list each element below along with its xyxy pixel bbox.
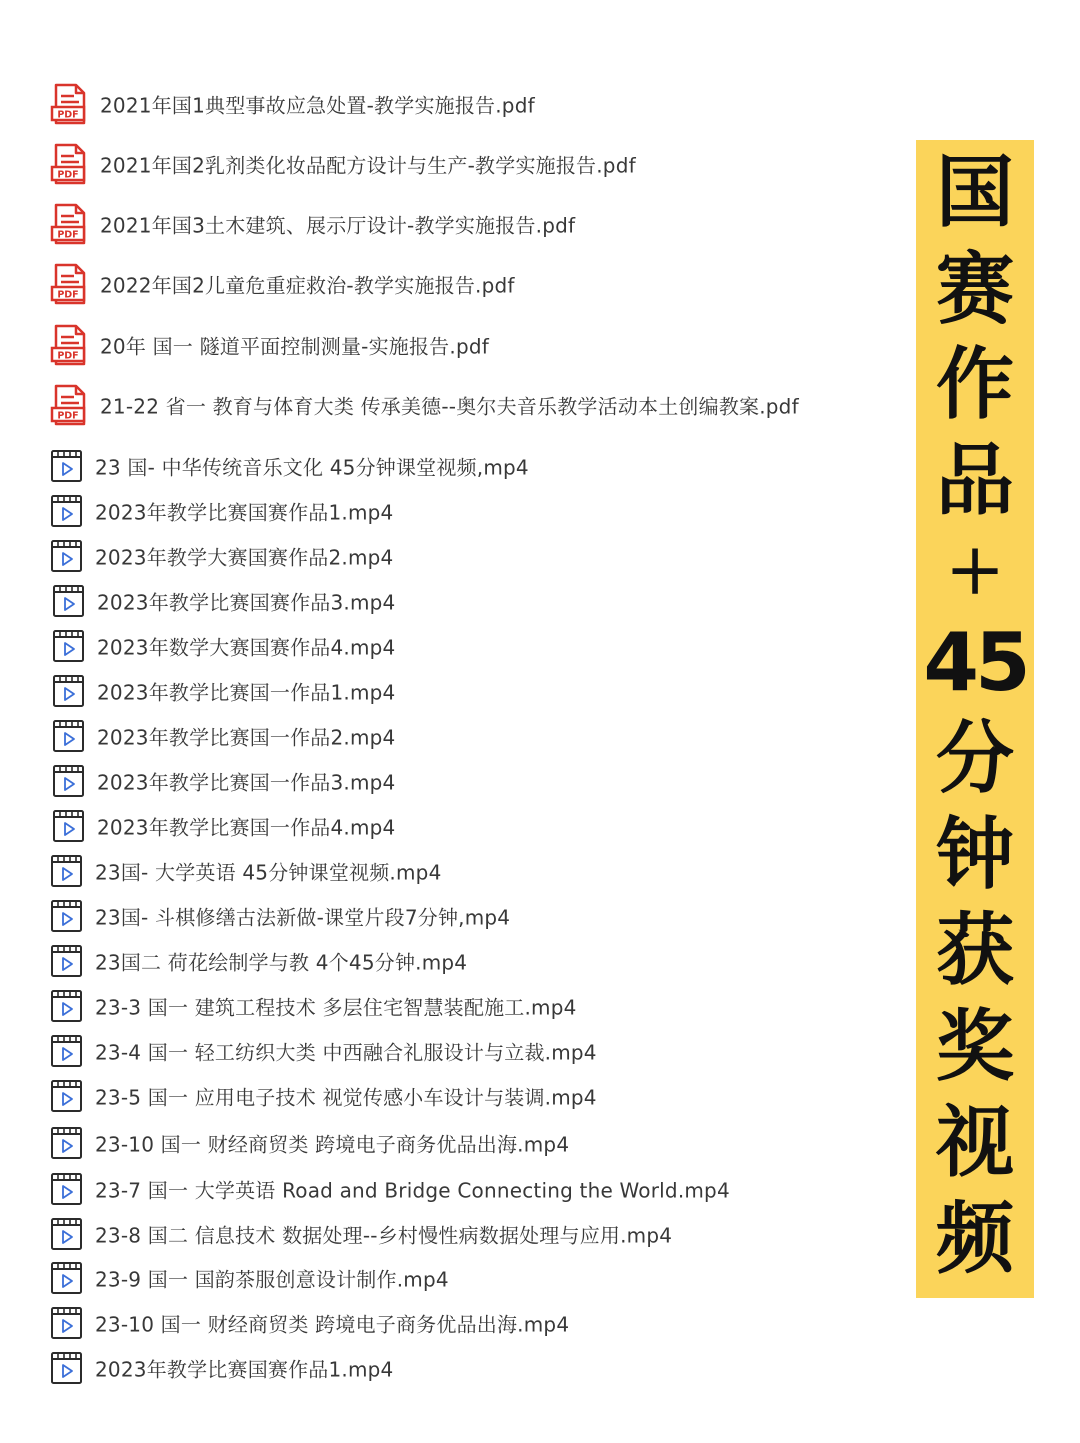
video-file-item[interactable]: [50, 444, 900, 488]
video-file-icon: [50, 538, 84, 574]
pdf-file-item[interactable]: [50, 82, 900, 126]
svg-text:PDF: PDF: [57, 410, 79, 422]
video-file-icon: [50, 1216, 84, 1252]
video-file-icon: [52, 628, 86, 664]
svg-text:PDF: PDF: [57, 229, 79, 241]
pdf-file-item[interactable]: [50, 383, 900, 427]
banner-char: 视: [935, 1097, 1014, 1188]
video-file-icon: [50, 1260, 84, 1296]
video-file-item[interactable]: [50, 1346, 900, 1390]
file-name: 2021年国1典型事故应急处置-教学实施报告.pdf: [100, 93, 535, 118]
file-name: 2023年数学大赛国赛作品4.mp4: [97, 635, 396, 660]
banner-char: 国: [935, 147, 1014, 238]
video-file-icon: [50, 1171, 84, 1207]
video-file-item[interactable]: [50, 1167, 900, 1211]
file-name: 23-8 国二 信息技术 数据处理--乡村慢性病数据处理与应用.mp4: [95, 1223, 673, 1248]
file-name: 23-5 国一 应用电子技术 视觉传感小车设计与装调.mp4: [95, 1085, 597, 1110]
video-file-icon: [50, 898, 84, 934]
video-file-icon: [52, 718, 86, 754]
file-name: 23-9 国一 国韵茶服创意设计制作.mp4: [95, 1267, 449, 1292]
file-name: 2023年教学大赛国赛作品2.mp4: [95, 545, 394, 570]
video-file-item[interactable]: [52, 624, 902, 668]
video-file-icon: [52, 673, 86, 709]
title-banner: [916, 140, 1034, 1298]
pdf-file-icon: [50, 203, 90, 247]
file-name: 23-3 国一 建筑工程技术 多层住宅智慧装配施工.mp4: [95, 995, 577, 1020]
video-file-item[interactable]: [50, 1256, 900, 1300]
file-name: 2023年教学比赛国赛作品3.mp4: [97, 590, 396, 615]
video-file-item[interactable]: [50, 984, 900, 1028]
video-file-icon: [50, 1033, 84, 1069]
file-name: 23-7 国一 大学英语 Road and Bridge Connecting the World.mp4: [95, 1178, 730, 1203]
file-name: 20年 国一 隧道平面控制测量-实施报告.pdf: [100, 334, 489, 359]
file-name: 23国- 大学英语 45分钟课堂视频.mp4: [95, 860, 442, 885]
svg-text:PDF: PDF: [57, 109, 79, 121]
video-file-icon: [50, 1350, 84, 1386]
video-file-item[interactable]: [50, 894, 900, 938]
file-name: 23 国- 中华传统音乐文化 45分钟课堂视频,mp4: [95, 455, 529, 480]
pdf-file-item[interactable]: [50, 262, 900, 306]
file-name: 23-10 国一 财经商贸类 跨境电子商务优品出海.mp4: [95, 1132, 570, 1157]
file-name: 23国- 斗棋修缮古法新做-课堂片段7分钟,mp4: [95, 905, 511, 930]
pdf-file-icon: [50, 143, 90, 187]
file-name: 2021年国2乳剂类化妆品配方设计与生产-教学实施报告.pdf: [100, 153, 636, 178]
video-file-icon: [50, 448, 84, 484]
file-name: 23-4 国一 轻工纺织大类 中西融合礼服设计与立裁.mp4: [95, 1040, 597, 1065]
video-file-item[interactable]: [50, 1121, 900, 1165]
video-file-item[interactable]: [52, 669, 902, 713]
banner-char: 获: [935, 905, 1014, 996]
video-file-icon: [50, 1305, 84, 1341]
video-file-icon: [50, 853, 84, 889]
video-file-item[interactable]: [52, 759, 902, 803]
banner-char: 分: [935, 713, 1014, 804]
banner-char: 奖: [935, 1001, 1014, 1092]
video-file-item[interactable]: [52, 714, 902, 758]
banner-char: 45: [923, 616, 1027, 709]
video-file-icon: [52, 808, 86, 844]
pdf-file-icon: [50, 83, 90, 127]
video-file-item[interactable]: [50, 1212, 900, 1256]
video-file-icon: [50, 1125, 84, 1161]
video-file-item[interactable]: [50, 939, 900, 983]
banner-char: 赛: [935, 244, 1014, 335]
pdf-file-item[interactable]: [50, 142, 900, 186]
file-name: 2023年教学比赛国赛作品1.mp4: [95, 1357, 394, 1382]
file-name: 2021年国3土木建筑、展示厅设计-教学实施报告.pdf: [100, 213, 576, 238]
file-name: 23-10 国一 财经商贸类 跨境电子商务优品出海.mp4: [95, 1312, 570, 1337]
video-file-item[interactable]: [50, 849, 900, 893]
file-name: 23国二 荷花绘制学与教 4个45分钟.mp4: [95, 950, 468, 975]
pdf-file-icon: [50, 263, 90, 307]
banner-char: 钟: [935, 809, 1014, 900]
video-file-item[interactable]: [52, 804, 902, 848]
video-file-item[interactable]: [52, 579, 902, 623]
file-name: 2023年教学比赛国一作品4.mp4: [97, 815, 396, 840]
file-name: 2023年教学比赛国一作品3.mp4: [97, 770, 396, 795]
file-name: 21-22 省一 教育与体育大类 传承美德--奥尔夫音乐教学活动本土创编教案.pdf: [100, 394, 799, 419]
banner-char: 作: [935, 339, 1014, 430]
video-file-icon: [50, 493, 84, 529]
svg-text:PDF: PDF: [57, 169, 79, 181]
pdf-file-icon: [50, 324, 90, 368]
file-name: 2023年教学比赛国一作品2.mp4: [97, 725, 396, 750]
video-file-icon: [52, 583, 86, 619]
video-file-icon: [50, 988, 84, 1024]
svg-text:PDF: PDF: [57, 289, 79, 301]
video-file-item[interactable]: [50, 1301, 900, 1345]
pdf-file-item[interactable]: [50, 323, 900, 367]
video-file-item[interactable]: [50, 489, 900, 533]
video-file-item[interactable]: [50, 1029, 900, 1073]
banner-char: +: [944, 527, 1006, 611]
file-name: 2022年国2儿童危重症救治-教学实施报告.pdf: [100, 273, 515, 298]
pdf-file-item[interactable]: [50, 202, 900, 246]
banner-char: 品: [935, 435, 1014, 526]
video-file-icon: [50, 943, 84, 979]
video-file-item[interactable]: [50, 534, 900, 578]
video-file-item[interactable]: [50, 1074, 900, 1118]
video-file-icon: [52, 763, 86, 799]
file-name: 2023年教学比赛国一作品1.mp4: [97, 680, 396, 705]
file-name: 2023年教学比赛国赛作品1.mp4: [95, 500, 394, 525]
video-file-icon: [50, 1078, 84, 1114]
pdf-file-icon: [50, 384, 90, 428]
svg-text:PDF: PDF: [57, 350, 79, 362]
banner-char: 频: [935, 1193, 1014, 1284]
